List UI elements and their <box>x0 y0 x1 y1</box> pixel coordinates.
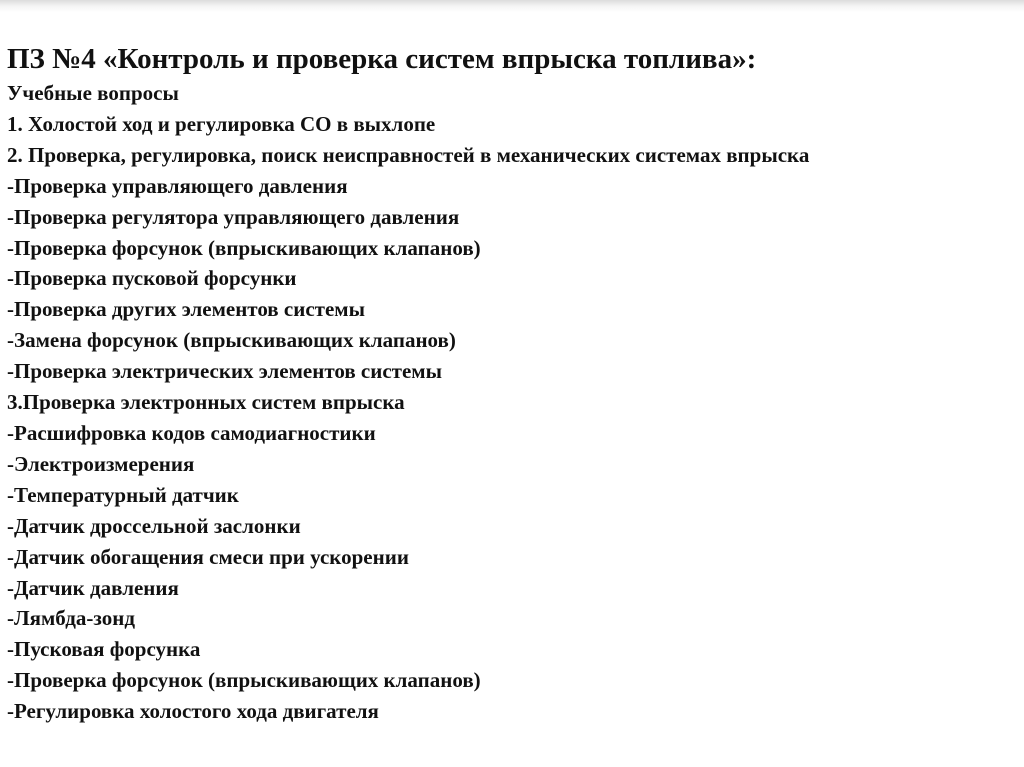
list-item: -Датчик дроссельной заслонки <box>7 513 301 538</box>
list-item: -Температурный датчик <box>7 482 239 507</box>
list-item: -Проверка управляющего давления <box>7 173 348 198</box>
topic-list <box>7 78 1017 727</box>
list-item: -Проверка форсунок (впрыскивающих клапанов) <box>7 668 481 693</box>
list-item: -Датчик давления <box>7 575 179 600</box>
list-item: -Проверка пусковой форсунки <box>7 266 297 291</box>
top-edge-shadow <box>0 0 1024 12</box>
slide-title: ПЗ №4 «Контроль и проверка систем впрыска топлива»: <box>7 43 757 75</box>
list-item: -Проверка регулятора управляющего давления <box>7 204 460 229</box>
list-item: -Пусковая форсунка <box>7 637 201 662</box>
list-item: -Проверка других элементов системы <box>7 297 365 322</box>
list-item: -Регулировка холостого хода двигателя <box>7 699 379 724</box>
slide-content <box>7 40 1017 727</box>
list-item: -Лямбда-зонд <box>7 606 135 631</box>
list-item: -Замена форсунок (впрыскивающих клапанов) <box>7 328 456 353</box>
list-item: -Расшифровка кодов самодиагностики <box>7 420 376 445</box>
list-item: -Электроизмерения <box>7 451 195 476</box>
list-item: 1. Холостой ход и регулировка СО в выхлопе <box>7 111 436 136</box>
list-item: -Проверка форсунок (впрыскивающих клапанов) <box>7 235 481 260</box>
list-item: 3.Проверка электронных систем впрыска <box>7 390 405 415</box>
list-item: -Проверка электрических элементов системы <box>7 359 443 384</box>
list-item: -Датчик обогащения смеси при ускорении <box>7 544 409 569</box>
list-item: 2. Проверка, регулировка, поиск неисправностей в механических системах впрыска <box>7 142 810 167</box>
list-item: Учебные вопросы <box>7 81 179 105</box>
